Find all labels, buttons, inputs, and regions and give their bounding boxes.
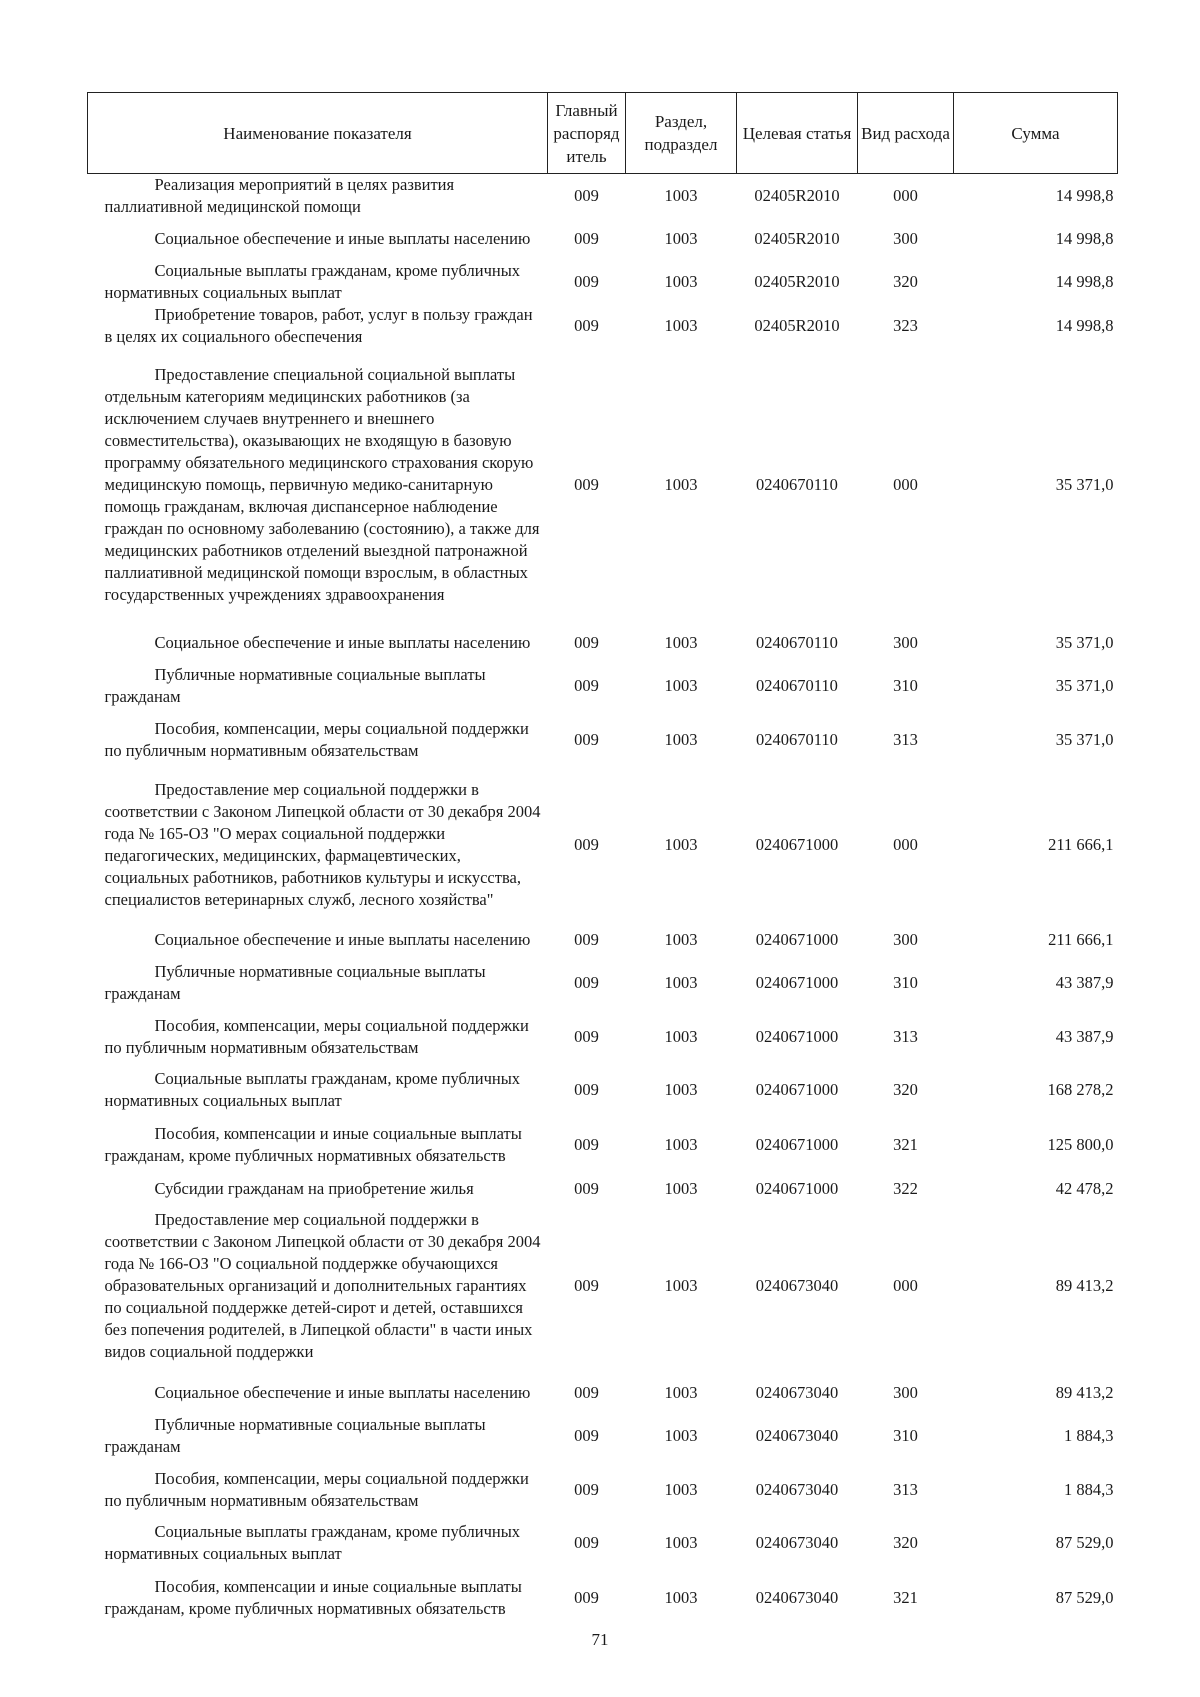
row-summa: 14 998,8 <box>1055 316 1114 335</box>
row-summa: 14 998,8 <box>1055 186 1114 205</box>
table-row <box>88 1178 1118 1200</box>
table-row <box>88 771 1118 919</box>
table-row <box>88 1521 1118 1565</box>
row-name: Публичные нормативные социальные выплаты гражданам <box>104 1415 486 1456</box>
table-row <box>88 348 1118 622</box>
table-body <box>88 174 1118 1632</box>
row-razdel: 1003 <box>664 633 698 652</box>
row-summa: 211 666,1 <box>1048 930 1114 949</box>
row-glavny: 009 <box>574 973 599 992</box>
row-summa: 35 371,0 <box>1055 729 1114 749</box>
row-summa: 89 413,2 <box>1055 1276 1114 1295</box>
row-statya: 0240673040 <box>755 1533 839 1552</box>
row-summa: 87 529,0 <box>1055 1533 1114 1552</box>
row-glavny: 009 <box>574 1080 599 1099</box>
row-name: Социальное обеспечение и иные выплаты населению <box>154 930 531 949</box>
header-name: Наименование показателя <box>88 93 548 174</box>
table-row <box>88 304 1118 348</box>
row-razdel: 1003 <box>664 1383 698 1402</box>
row-vid: 000 <box>893 1276 918 1295</box>
row-glavny: 009 <box>574 1479 599 1499</box>
row-razdel: 1003 <box>664 1026 698 1046</box>
row-razdel: 1003 <box>664 729 698 749</box>
row-statya: 0240671000 <box>755 930 839 949</box>
row-vid: 321 <box>893 1588 918 1607</box>
table-row <box>88 1068 1118 1112</box>
row-razdel: 1003 <box>664 1080 698 1099</box>
row-razdel: 1003 <box>664 930 698 949</box>
row-glavny: 009 <box>574 1588 599 1607</box>
page-number: 71 <box>591 1630 609 1649</box>
row-statya: 0240673040 <box>755 1588 839 1607</box>
budget-table <box>87 92 1118 1631</box>
row-razdel: 1003 <box>664 676 698 695</box>
row-summa: 14 998,8 <box>1055 229 1114 248</box>
budget-page <box>87 92 1117 1631</box>
row-glavny: 009 <box>574 1426 599 1445</box>
row-summa: 43 387,9 <box>1055 973 1114 992</box>
row-vid: 300 <box>893 930 918 949</box>
row-vid: 000 <box>893 475 918 494</box>
row-glavny: 009 <box>574 272 599 291</box>
row-glavny: 009 <box>574 930 599 949</box>
row-vid: 320 <box>893 1080 918 1099</box>
table-row <box>88 1372 1118 1414</box>
row-statya: 0240673040 <box>755 1383 839 1402</box>
row-summa: 168 278,2 <box>1047 1080 1114 1099</box>
row-summa: 125 800,0 <box>1047 1135 1114 1154</box>
row-name: Социальное обеспечение и иные выплаты населению <box>154 229 531 248</box>
row-name: Пособия, компенсации, меры социальной поддержки по публичным нормативным обязательствам <box>104 1015 529 1057</box>
row-name: Социальные выплаты гражданам, кроме публичных нормативных социальных выплат <box>104 261 521 302</box>
row-glavny: 009 <box>574 186 599 205</box>
row-name: Социальные выплаты гражданам, кроме публичных нормативных социальных выплат <box>104 1069 521 1110</box>
row-vid: 310 <box>893 973 918 992</box>
row-statya: 02405R2010 <box>754 229 840 248</box>
row-vid: 000 <box>893 186 918 205</box>
row-vid: 320 <box>893 272 918 291</box>
row-statya: 0240670110 <box>756 676 838 695</box>
row-glavny: 009 <box>574 316 599 335</box>
row-statya: 02405R2010 <box>754 186 840 205</box>
row-statya: 0240670110 <box>756 729 838 749</box>
row-name: Реализация мероприятий в целях развития паллиативной медицинской помощи <box>104 175 455 216</box>
row-glavny: 009 <box>574 1026 599 1046</box>
row-name: Пособия, компенсации, меры социальной поддержки по публичным нормативным обязательствам <box>104 718 529 760</box>
table-row <box>88 919 1118 961</box>
row-statya: 0240673040 <box>755 1479 839 1499</box>
row-name: Публичные нормативные социальные выплаты гражданам <box>104 962 486 1003</box>
row-statya: 0240670110 <box>756 475 838 494</box>
header-statya: Целевая статья <box>737 93 858 174</box>
row-name: Приобретение товаров, работ, услуг в пользу граждан в целях их социального обеспечения <box>104 305 533 346</box>
row-razdel: 1003 <box>664 1179 698 1198</box>
table-row <box>88 961 1118 1005</box>
row-vid: 300 <box>893 229 918 248</box>
table-row <box>88 1005 1118 1068</box>
row-vid: 322 <box>893 1179 918 1198</box>
row-razdel: 1003 <box>664 835 698 854</box>
row-vid: 313 <box>893 1026 918 1046</box>
row-summa: 89 413,2 <box>1055 1383 1114 1402</box>
row-razdel: 1003 <box>664 1479 698 1499</box>
row-glavny: 009 <box>574 1179 599 1198</box>
row-summa: 42 478,2 <box>1055 1179 1114 1198</box>
row-glavny: 009 <box>574 1383 599 1402</box>
row-glavny: 009 <box>574 676 599 695</box>
row-name: Субсидии гражданам на приобретение жилья <box>154 1179 474 1198</box>
header-razdel: Раздел, подраздел <box>626 93 737 174</box>
row-glavny: 009 <box>574 1135 599 1154</box>
row-statya: 0240671000 <box>755 1135 839 1154</box>
row-name: Пособия, компенсации, меры социальной поддержки по публичным нормативным обязательствам <box>104 1468 529 1510</box>
row-summa: 87 529,0 <box>1055 1588 1114 1607</box>
row-razdel: 1003 <box>664 1426 698 1445</box>
row-razdel: 1003 <box>664 1135 698 1154</box>
row-summa: 1 884,3 <box>1064 1479 1114 1499</box>
row-vid: 313 <box>893 1479 918 1499</box>
row-razdel: 1003 <box>664 1533 698 1552</box>
table-header <box>88 93 1118 174</box>
header-summa: Сумма <box>954 93 1118 174</box>
row-glavny: 009 <box>574 475 599 494</box>
row-razdel: 1003 <box>664 186 698 205</box>
header-glavny: Главный распоряд итель <box>548 93 626 174</box>
row-statya: 0240671000 <box>755 973 839 992</box>
row-razdel: 1003 <box>664 973 698 992</box>
row-name: Предоставление мер социальной поддержки в соответствии с Законом Липецкой области от 30 декабря 2004 года № 166-ОЗ "О социальной поддержке обучающихся образовательных организаций и дополнительных гарантиях по социальной поддержке детей-сирот и детей, оставшихся без попечения родителей, в Липецкой области" в части иных видов социальной поддержки <box>104 1210 541 1361</box>
row-summa: 35 371,0 <box>1055 676 1114 695</box>
row-statya: 0240671000 <box>755 1179 839 1198</box>
table-row <box>88 1112 1118 1178</box>
row-statya: 0240673040 <box>755 1426 839 1445</box>
row-summa: 35 371,0 <box>1055 633 1114 652</box>
row-razdel: 1003 <box>664 475 698 494</box>
row-vid: 300 <box>893 1383 918 1402</box>
row-glavny: 009 <box>574 729 599 749</box>
table-row <box>88 1200 1118 1372</box>
row-vid: 000 <box>893 835 918 854</box>
row-vid: 321 <box>893 1135 918 1154</box>
row-glavny: 009 <box>574 835 599 854</box>
row-vid: 310 <box>893 676 918 695</box>
row-statya: 0240673040 <box>755 1276 839 1295</box>
row-name: Социальные выплаты гражданам, кроме публичных нормативных социальных выплат <box>104 1522 521 1563</box>
row-glavny: 009 <box>574 1533 599 1552</box>
row-razdel: 1003 <box>664 316 698 335</box>
row-glavny: 009 <box>574 229 599 248</box>
row-vid: 323 <box>893 316 918 335</box>
row-vid: 300 <box>893 633 918 652</box>
row-vid: 310 <box>893 1426 918 1445</box>
row-name: Предоставление мер социальной поддержки в соответствии с Законом Липецкой области от 30 декабря 2004 года № 165-ОЗ "О мерах социальной поддержки педагогических, медицинских, фармацевтических, социальных работников, работников культуры и искусства, специалистов ветеринарных служб, лесного хозяйства" <box>104 780 541 909</box>
row-summa: 14 998,8 <box>1055 272 1114 291</box>
row-summa: 35 371,0 <box>1055 475 1114 494</box>
row-razdel: 1003 <box>664 272 698 291</box>
row-statya: 0240671000 <box>755 1026 839 1046</box>
table-row <box>88 260 1118 304</box>
row-name: Пособия, компенсации и иные социальные выплаты гражданам, кроме публичных нормативных обязательств <box>104 1124 522 1165</box>
table-row <box>88 664 1118 708</box>
row-name: Социальное обеспечение и иные выплаты населению <box>154 1383 531 1402</box>
row-razdel: 1003 <box>664 229 698 248</box>
table-row <box>88 1565 1118 1631</box>
table-row <box>88 622 1118 664</box>
row-vid: 320 <box>893 1533 918 1552</box>
row-summa: 211 666,1 <box>1048 835 1114 854</box>
row-glavny: 009 <box>574 1276 599 1295</box>
row-name: Предоставление специальной социальной выплаты отдельным категориям медицинских работников (за исключением случаев внутреннего и внешнего совместительства), оказывающих не входящую в базовую программу обязательного медицинского страхования скорую медицинскую помощь, первичную медико-санитарную помощь гражданам, включая диспансерное наблюдение граждан по основному заболеванию (состоянию), а также для медицинских работников отделений выездной патронажной паллиативной медицинской помощи взрослым, в областных государственных учреждениях здравоохранения <box>104 365 540 604</box>
row-razdel: 1003 <box>664 1588 698 1607</box>
table-row <box>88 218 1118 260</box>
row-name: Пособия, компенсации и иные социальные выплаты гражданам, кроме публичных нормативных обязательств <box>104 1577 522 1618</box>
table-row <box>88 1414 1118 1458</box>
row-glavny: 009 <box>574 633 599 652</box>
row-summa: 1 884,3 <box>1064 1426 1114 1445</box>
header-vid: Вид расхода <box>858 93 954 174</box>
row-name: Публичные нормативные социальные выплаты гражданам <box>104 665 486 706</box>
row-statya: 0240670110 <box>756 633 838 652</box>
row-statya: 02405R2010 <box>754 272 840 291</box>
table-row <box>88 708 1118 771</box>
table-row <box>88 174 1118 219</box>
row-razdel: 1003 <box>664 1276 698 1295</box>
row-vid: 313 <box>893 729 918 749</box>
row-statya: 0240671000 <box>755 835 839 854</box>
row-statya: 02405R2010 <box>754 316 840 335</box>
row-name: Социальное обеспечение и иные выплаты населению <box>154 633 531 652</box>
row-summa: 43 387,9 <box>1055 1026 1114 1046</box>
row-statya: 0240671000 <box>755 1080 839 1099</box>
table-row <box>88 1458 1118 1521</box>
